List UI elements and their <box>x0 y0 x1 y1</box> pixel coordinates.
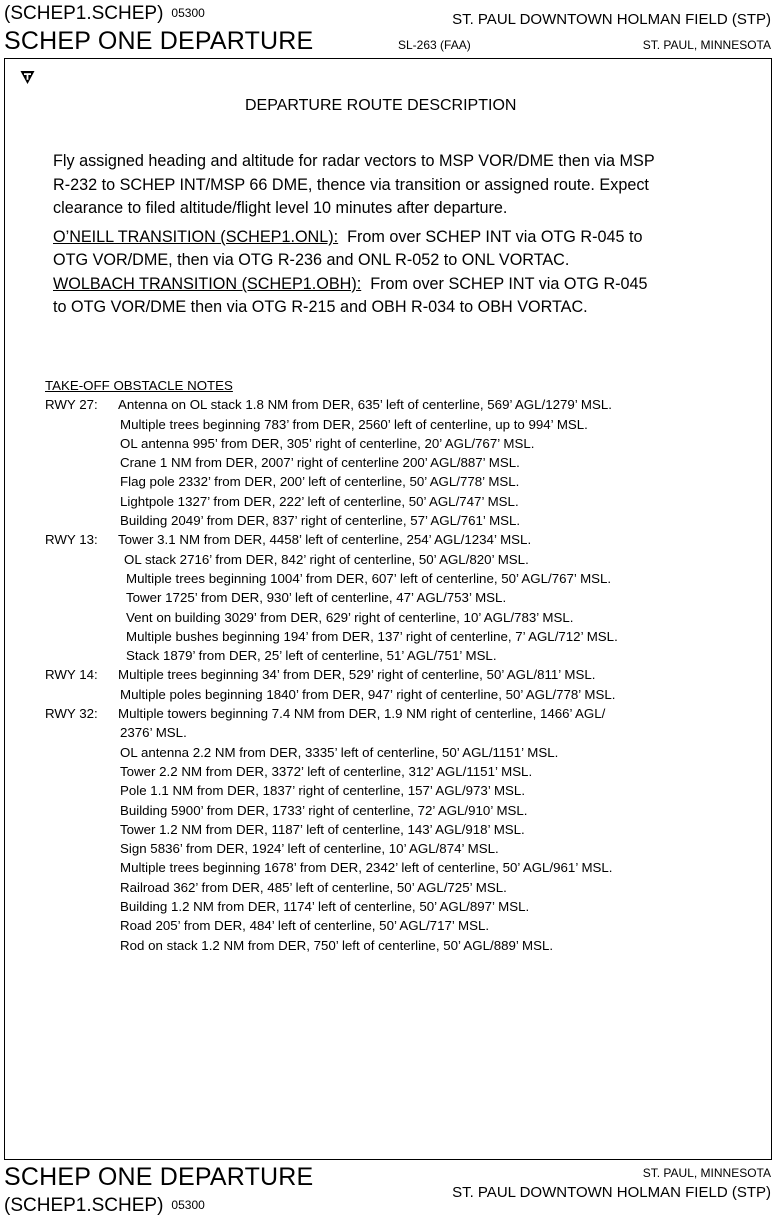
transition-name: WOLBACH TRANSITION (SCHEP1.OBH): <box>53 275 362 293</box>
obstacle-line: Road 205’ from DER, 484’ left of centerline, 50’ AGL/717’ MSL. <box>120 918 490 934</box>
header-chart-id: SL-263 (FAA) <box>398 38 471 52</box>
header-city-state: ST. PAUL, MINNESOTA <box>642 38 771 52</box>
obstacle-line: Sign 5836’ from DER, 1924’ left of centerline, 10’ AGL/874’ MSL. <box>120 841 499 857</box>
obstacle-line: Crane 1 NM from DER, 2007’ right of centerline 200’ AGL/887’ MSL. <box>120 455 520 471</box>
transition-wolbach <box>53 274 648 295</box>
transition-text: From over SCHEP INT via OTG R-045 to <box>338 228 643 246</box>
header-amendment: 05300 <box>171 6 205 20</box>
obstacle-line: Railroad 362’ from DER, 485’ left of centerline, 50’ AGL/725’ MSL. <box>120 879 507 895</box>
transition-text: to OTG VOR/DME then via OTG R-215 and OBH R-034 to OBH VORTAC. <box>53 298 588 316</box>
header-airport: ST. PAUL DOWNTOWN HOLMAN FIELD (STP) <box>452 11 771 28</box>
obstacle-line: Multiple trees beginning 783’ from DER, 2560’ left of centerline, up to 994’ MSL. <box>120 416 588 432</box>
footer-amendment: 05300 <box>171 1198 205 1212</box>
obstacle-line: Stack 1879’ from DER, 25’ left of centerline, 51’ AGL/751’ MSL. <box>126 648 497 664</box>
transition-oneill <box>53 227 643 248</box>
takeoff-minimums-t-icon <box>20 70 35 85</box>
obstacle-line: Rod on stack 1.2 NM from DER, 750’ left of centerline, 50’ AGL/889’ MSL. <box>120 937 554 953</box>
footer-procedure-code: (SCHEP1.SCHEP) 05300 <box>4 1195 205 1216</box>
obstacle-line: Flag pole 2332’ from DER, 200’ left of centerline, 50’ AGL/778’ MSL. <box>120 474 520 490</box>
footer-city-state: ST. PAUL, MINNESOTA <box>642 1166 771 1180</box>
runway-label: RWY 32: <box>45 706 98 722</box>
transition-text: OTG VOR/DME, then via OTG R-236 and ONL R-052 to ONL VORTAC. <box>53 251 570 269</box>
obstacle-line: OL stack 2716’ from DER, 842’ right of centerline, 50’ AGL/820’ MSL. <box>124 551 529 567</box>
route-line: clearance to filed altitude/flight level 10 minutes after departure. <box>53 199 508 217</box>
obstacle-line: Multiple trees beginning 1004’ from DER, 607’ left of centerline, 50’ AGL/767’ MSL. <box>126 570 612 586</box>
route-heading: DEPARTURE ROUTE DESCRIPTION <box>245 97 517 114</box>
transition-name: O’NEILL TRANSITION (SCHEP1.ONL): <box>53 228 339 246</box>
header-procedure-title: SCHEP ONE DEPARTURE <box>4 27 314 55</box>
runway-label: RWY 14: <box>45 667 98 683</box>
footer-procedure-title: SCHEP ONE DEPARTURE <box>4 1163 314 1191</box>
obstacle-line: Tower 3.1 NM from DER, 4458’ left of centerline, 254’ AGL/1234’ MSL. <box>118 532 532 548</box>
obstacle-line: Multiple trees beginning 34’ from DER, 529’ right of centerline, 50’ AGL/811’ MSL. <box>118 667 596 683</box>
obstacle-line: OL antenna 995’ from DER, 305’ right of centerline, 20’ AGL/767’ MSL. <box>120 435 535 451</box>
obstacle-line: Building 1.2 NM from DER, 1174’ left of centerline, 50’ AGL/897’ MSL. <box>120 899 530 915</box>
runway-label: RWY 27: <box>45 397 98 413</box>
obstacle-line: Building 2049’ from DER, 837’ right of centerline, 57’ AGL/761’ MSL. <box>120 513 521 529</box>
obstacle-line: Lightpole 1327’ from DER, 222’ left of centerline, 50’ AGL/747’ MSL. <box>120 493 519 509</box>
obstacle-line: OL antenna 2.2 NM from DER, 3335’ left of centerline, 50’ AGL/1151’ MSL. <box>120 744 559 760</box>
route-line: R-232 to SCHEP INT/MSP 66 DME, thence via transition or assigned route. Expect <box>53 176 649 194</box>
obstacle-line: Pole 1.1 NM from DER, 1837’ right of centerline, 157’ AGL/973’ MSL. <box>120 783 526 799</box>
obstacle-line: Tower 2.2 NM from DER, 3372’ left of centerline, 312’ AGL/1151’ MSL. <box>120 763 533 779</box>
route-line: Fly assigned heading and altitude for radar vectors to MSP VOR/DME then via MSP <box>53 152 655 170</box>
obstacle-line: Multiple bushes beginning 194’ from DER, 137’ right of centerline, 7’ AGL/712’ MSL. <box>126 628 618 644</box>
obstacle-line: Antenna on OL stack 1.8 NM from DER, 635’ left of centerline, 569’ AGL/1279’ MSL. <box>118 397 612 413</box>
obstacle-line: Multiple poles beginning 1840’ from DER, 947’ right of centerline, 50’ AGL/778’ MSL. <box>120 686 616 702</box>
footer-airport: ST. PAUL DOWNTOWN HOLMAN FIELD (STP) <box>452 1184 771 1201</box>
obstacle-line: Tower 1.2 NM from DER, 1187’ left of centerline, 143’ AGL/918’ MSL. <box>120 821 525 837</box>
obstacle-line: Vent on building 3029’ from DER, 629’ right of centerline, 10’ AGL/783’ MSL. <box>126 609 574 625</box>
runway-label: RWY 13: <box>45 532 98 548</box>
header-procedure-code: (SCHEP1.SCHEP) 05300 <box>4 3 205 24</box>
obstacle-line: Tower 1725’ from DER, 930’ left of centerline, 47’ AGL/753’ MSL. <box>126 590 507 606</box>
obstacle-line: Multiple trees beginning 1678’ from DER, 2342’ left of centerline, 50’ AGL/961’ MSL. <box>120 860 613 876</box>
obstacle-line: 2376’ MSL. <box>120 725 187 741</box>
obstacle-line: Building 5900’ from DER, 1733’ right of centerline, 72’ AGL/910’ MSL. <box>120 802 528 818</box>
obstacle-heading: TAKE-OFF OBSTACLE NOTES <box>45 378 233 393</box>
transition-text: From over SCHEP INT via OTG R-045 <box>361 275 648 293</box>
obstacle-line: Multiple towers beginning 7.4 NM from DER, 1.9 NM right of centerline, 1466’ AGL/ <box>118 706 606 722</box>
